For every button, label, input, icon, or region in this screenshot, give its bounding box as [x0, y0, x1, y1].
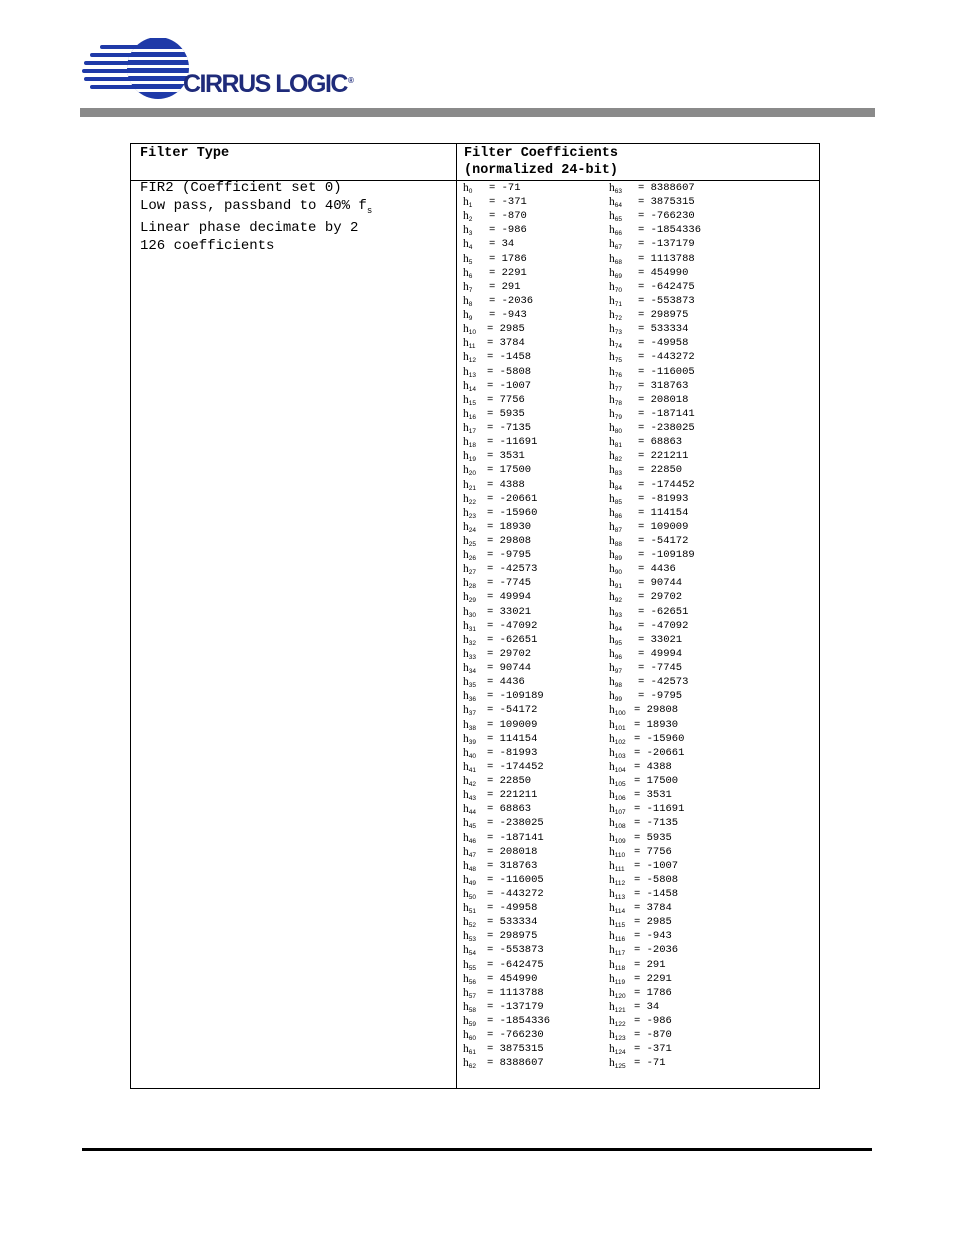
coefficient-h2: $h_2$ = -870 — [463, 210, 527, 224]
coefficient-h83: $h_{83}$ = 22850 — [609, 464, 683, 478]
coefficient-h125: $h_{125}$ = -71 — [609, 1057, 666, 1071]
coefficient-h68: $h_{68}$ = 1113788 — [609, 252, 695, 266]
coefficient-h13: $h_{13}$ = -5808 — [463, 365, 532, 379]
coefficient-h67: $h_{67}$ = -137179 — [609, 238, 695, 252]
coefficient-h89: $h_{89}$ = -109189 — [609, 549, 695, 563]
coefficient-h96: $h_{96}$ = 49994 — [609, 647, 683, 661]
coefficient-h47: $h_{47}$ = 208018 — [463, 845, 538, 859]
coefficient-h86: $h_{86}$ = 114154 — [609, 506, 689, 520]
coefficient-h114: $h_{114}$ = 3784 — [609, 902, 672, 916]
coefficient-h101: $h_{101}$ = 18930 — [609, 718, 679, 732]
coefficient-h16: $h_{16}$ = 5935 — [463, 407, 525, 421]
coefficient-h116: $h_{116}$ = -943 — [609, 930, 672, 944]
coefficient-h80: $h_{80}$ = -238025 — [609, 422, 695, 436]
coefficient-h49: $h_{49}$ = -116005 — [463, 873, 544, 887]
filter-coefficients-table — [130, 143, 820, 1089]
coefficient-h6: $h_6$ = 2291 — [463, 266, 527, 280]
coefficient-h9: $h_9$ = -943 — [463, 309, 527, 323]
coefficient-h76: $h_{76}$ = -116005 — [609, 365, 695, 379]
coefficient-h88: $h_{88}$ = -54172 — [609, 535, 689, 548]
coefficient-h103: $h_{103}$ = -20661 — [609, 746, 685, 760]
coefficient-h105: $h_{105}$ = 17500 — [609, 775, 679, 789]
coefficient-h35: $h_{35}$ = 4436 — [463, 676, 525, 690]
coefficient-h28: $h_{28}$ = -7745 — [463, 577, 532, 591]
coefficient-h8: $h_8$ = -2036 — [463, 294, 534, 308]
coefficient-h51: $h_{51}$ = -49958 — [463, 902, 538, 916]
coefficient-h120: $h_{120}$ = 1786 — [609, 986, 672, 1000]
coefficient-h63: $h_{63}$ = 8388607 — [609, 182, 695, 195]
coefficient-h55: $h_{55}$ = -642475 — [463, 958, 544, 972]
coefficient-h57: $h_{57}$ = 1113788 — [463, 986, 544, 1000]
coefficient-h98: $h_{98}$ = -42573 — [609, 676, 689, 690]
coefficient-h53: $h_{53}$ = 298975 — [463, 930, 538, 944]
coefficient-h58: $h_{58}$ = -137179 — [463, 1000, 544, 1014]
coefficient-h52: $h_{52}$ = 533334 — [463, 916, 538, 930]
coefficient-h122: $h_{122}$ = -986 — [609, 1015, 672, 1029]
coefficient-h113: $h_{113}$ = -1458 — [609, 888, 679, 901]
coefficient-h33: $h_{33}$ = 29702 — [463, 647, 532, 661]
coefficient-h60: $h_{60}$ = -766230 — [463, 1029, 544, 1043]
coefficient-h24: $h_{24}$ = 18930 — [463, 520, 532, 534]
coefficient-h79: $h_{79}$ = -187141 — [609, 407, 695, 421]
coefficient-h29: $h_{29}$ = 49994 — [463, 591, 532, 605]
coefficient-h71: $h_{71}$ = -553873 — [609, 294, 695, 308]
coefficient-h69: $h_{69}$ = 454990 — [609, 266, 689, 280]
coefficient-h15: $h_{15}$ = 7756 — [463, 393, 525, 407]
coefficient-h72: $h_{72}$ = 298975 — [609, 309, 689, 323]
coefficient-h118: $h_{118}$ = 291 — [609, 958, 666, 972]
coefficient-h75: $h_{75}$ = -443272 — [609, 351, 695, 365]
coefficient-h21: $h_{21}$ = 4388 — [463, 478, 525, 492]
coefficient-h115: $h_{115}$ = 2985 — [609, 916, 672, 930]
coefficient-h92: $h_{92}$ = 29702 — [609, 591, 683, 605]
coefficient-h22: $h_{22}$ = -20661 — [463, 492, 538, 506]
coefficient-h48: $h_{48}$ = 318763 — [463, 859, 538, 873]
coefficient-h19: $h_{19}$ = 3531 — [463, 450, 525, 464]
coefficient-h42: $h_{42}$ = 22850 — [463, 775, 532, 789]
filter-coefficient-count: 126 coefficients — [140, 237, 275, 254]
coefficient-h102: $h_{102}$ = -15960 — [609, 732, 685, 746]
filter-phase: Linear phase decimate by 2 — [140, 219, 359, 236]
coefficient-h14: $h_{14}$ = -1007 — [463, 379, 532, 393]
coefficient-h62: $h_{62}$ = 8388607 — [463, 1057, 544, 1071]
filter-coefficients-header: Filter Coefficients (normalized 24-bit) — [464, 146, 618, 178]
coefficient-h84: $h_{84}$ = -174452 — [609, 478, 695, 492]
coefficient-h5: $h_5$ = 1786 — [463, 252, 527, 266]
coefficient-h77: $h_{77}$ = 318763 — [609, 379, 689, 393]
coefficient-h85: $h_{85}$ = -81993 — [609, 492, 689, 506]
coefficient-h40: $h_{40}$ = -81993 — [463, 746, 538, 760]
coefficient-h30: $h_{30}$ = 33021 — [463, 605, 532, 619]
coefficient-h59: $h_{59}$ = -1854336 — [463, 1015, 551, 1029]
coefficient-h107: $h_{107}$ = -11691 — [609, 803, 685, 817]
coefficient-h39: $h_{39}$ = 114154 — [463, 732, 538, 746]
coefficient-h20: $h_{20}$ = 17500 — [463, 464, 532, 478]
coefficient-h61: $h_{61}$ = 3875315 — [463, 1043, 544, 1057]
coefficient-h65: $h_{65}$ = -766230 — [609, 210, 695, 224]
coefficient-h38: $h_{38}$ = 109009 — [463, 718, 538, 732]
coefficient-h11: $h_{11}$ = 3784 — [463, 337, 525, 351]
filter-description — [140, 180, 372, 255]
coefficient-h108: $h_{108}$ = -7135 — [609, 817, 679, 831]
logo-wordmark: CIRRUS LOGIC® — [183, 70, 354, 98]
coefficient-h1: $h_1$ = -371 — [463, 196, 527, 210]
coefficient-h37: $h_{37}$ = -54172 — [463, 704, 538, 718]
coefficient-h36: $h_{36}$ = -109189 — [463, 690, 544, 704]
coefficient-h100: $h_{100}$ = 29808 — [609, 704, 679, 718]
header-bar — [80, 108, 875, 117]
coefficient-h54: $h_{54}$ = -553873 — [463, 944, 544, 958]
coefficient-h104: $h_{104}$ = 4388 — [609, 760, 672, 774]
footer-rule — [82, 1148, 872, 1151]
coefficient-h73: $h_{73}$ = 533334 — [609, 323, 689, 337]
coefficient-h91: $h_{91}$ = 90744 — [609, 577, 683, 591]
coefficient-h17: $h_{17}$ = -7135 — [463, 422, 532, 436]
coefficient-h0: $h_0$ = -71 — [463, 182, 521, 195]
coefficient-h81: $h_{81}$ = 68863 — [609, 436, 683, 450]
coefficient-h99: $h_{99}$ = -9795 — [609, 690, 683, 704]
coefficient-h97: $h_{97}$ = -7745 — [609, 662, 683, 676]
coefficient-h109: $h_{109}$ = 5935 — [609, 831, 672, 845]
coefficient-h45: $h_{45}$ = -238025 — [463, 817, 544, 831]
coefficient-h64: $h_{64}$ = 3875315 — [609, 196, 695, 210]
coefficient-h119: $h_{119}$ = 2291 — [609, 972, 672, 986]
coefficient-h121: $h_{121}$ = 34 — [609, 1000, 660, 1014]
coefficient-h93: $h_{93}$ = -62651 — [609, 605, 689, 619]
coefficient-h110: $h_{110}$ = 7756 — [609, 845, 672, 859]
coefficient-h31: $h_{31}$ = -47092 — [463, 619, 538, 633]
coefficient-h3: $h_3$ = -986 — [463, 224, 527, 238]
coefficient-h43: $h_{43}$ = 221211 — [463, 789, 538, 803]
coefficient-h87: $h_{87}$ = 109009 — [609, 520, 689, 534]
coefficient-h7: $h_7$ = 291 — [463, 280, 521, 294]
coefficient-h18: $h_{18}$ = -11691 — [463, 436, 538, 450]
coefficient-h10: $h_{10}$ = 2985 — [463, 323, 525, 337]
coefficient-h82: $h_{82}$ = 221211 — [609, 450, 689, 464]
coefficient-h56: $h_{56}$ = 454990 — [463, 972, 538, 986]
coefficient-h26: $h_{26}$ = -9795 — [463, 549, 532, 563]
coefficient-h4: $h_4$ = 34 — [463, 238, 515, 252]
coefficient-h124: $h_{124}$ = -371 — [609, 1043, 672, 1057]
coefficient-h34: $h_{34}$ = 90744 — [463, 662, 532, 676]
filter-type-header: Filter Type — [140, 146, 230, 161]
coefficient-h23: $h_{23}$ = -15960 — [463, 506, 538, 520]
coefficient-h112: $h_{112}$ = -5808 — [609, 873, 679, 887]
coefficient-h123: $h_{123}$ = -870 — [609, 1029, 672, 1043]
coefficient-h74: $h_{74}$ = -49958 — [609, 337, 689, 351]
coefficient-h12: $h_{12}$ = -1458 — [463, 351, 532, 365]
coefficient-h44: $h_{44}$ = 68863 — [463, 803, 532, 817]
coefficient-h90: $h_{90}$ = 4436 — [609, 563, 676, 577]
filter-passband: Low pass, passband to 40% $f_s$ — [140, 197, 373, 216]
coefficient-h50: $h_{50}$ = -443272 — [463, 888, 544, 901]
coefficient-h27: $h_{27}$ = -42573 — [463, 563, 538, 577]
column-divider — [456, 144, 457, 1088]
coefficient-h78: $h_{78}$ = 208018 — [609, 393, 689, 407]
filter-name: FIR2 (Coefficient set 0) — [140, 180, 342, 196]
coefficient-h111: $h_{111}$ = -1007 — [609, 859, 679, 873]
coefficient-h66: $h_{66}$ = -1854336 — [609, 224, 702, 238]
coefficient-h106: $h_{106}$ = 3531 — [609, 789, 672, 803]
coefficient-h117: $h_{117}$ = -2036 — [609, 944, 679, 958]
coefficient-h41: $h_{41}$ = -174452 — [463, 760, 544, 774]
coefficient-h46: $h_{46}$ = -187141 — [463, 831, 544, 845]
coefficient-h70: $h_{70}$ = -642475 — [609, 280, 695, 294]
coefficient-h32: $h_{32}$ = -62651 — [463, 633, 538, 647]
coefficient-h95: $h_{95}$ = 33021 — [609, 633, 683, 647]
coefficient-h94: $h_{94}$ = -47092 — [609, 619, 689, 633]
coefficient-h25: $h_{25}$ = 29808 — [463, 535, 532, 548]
